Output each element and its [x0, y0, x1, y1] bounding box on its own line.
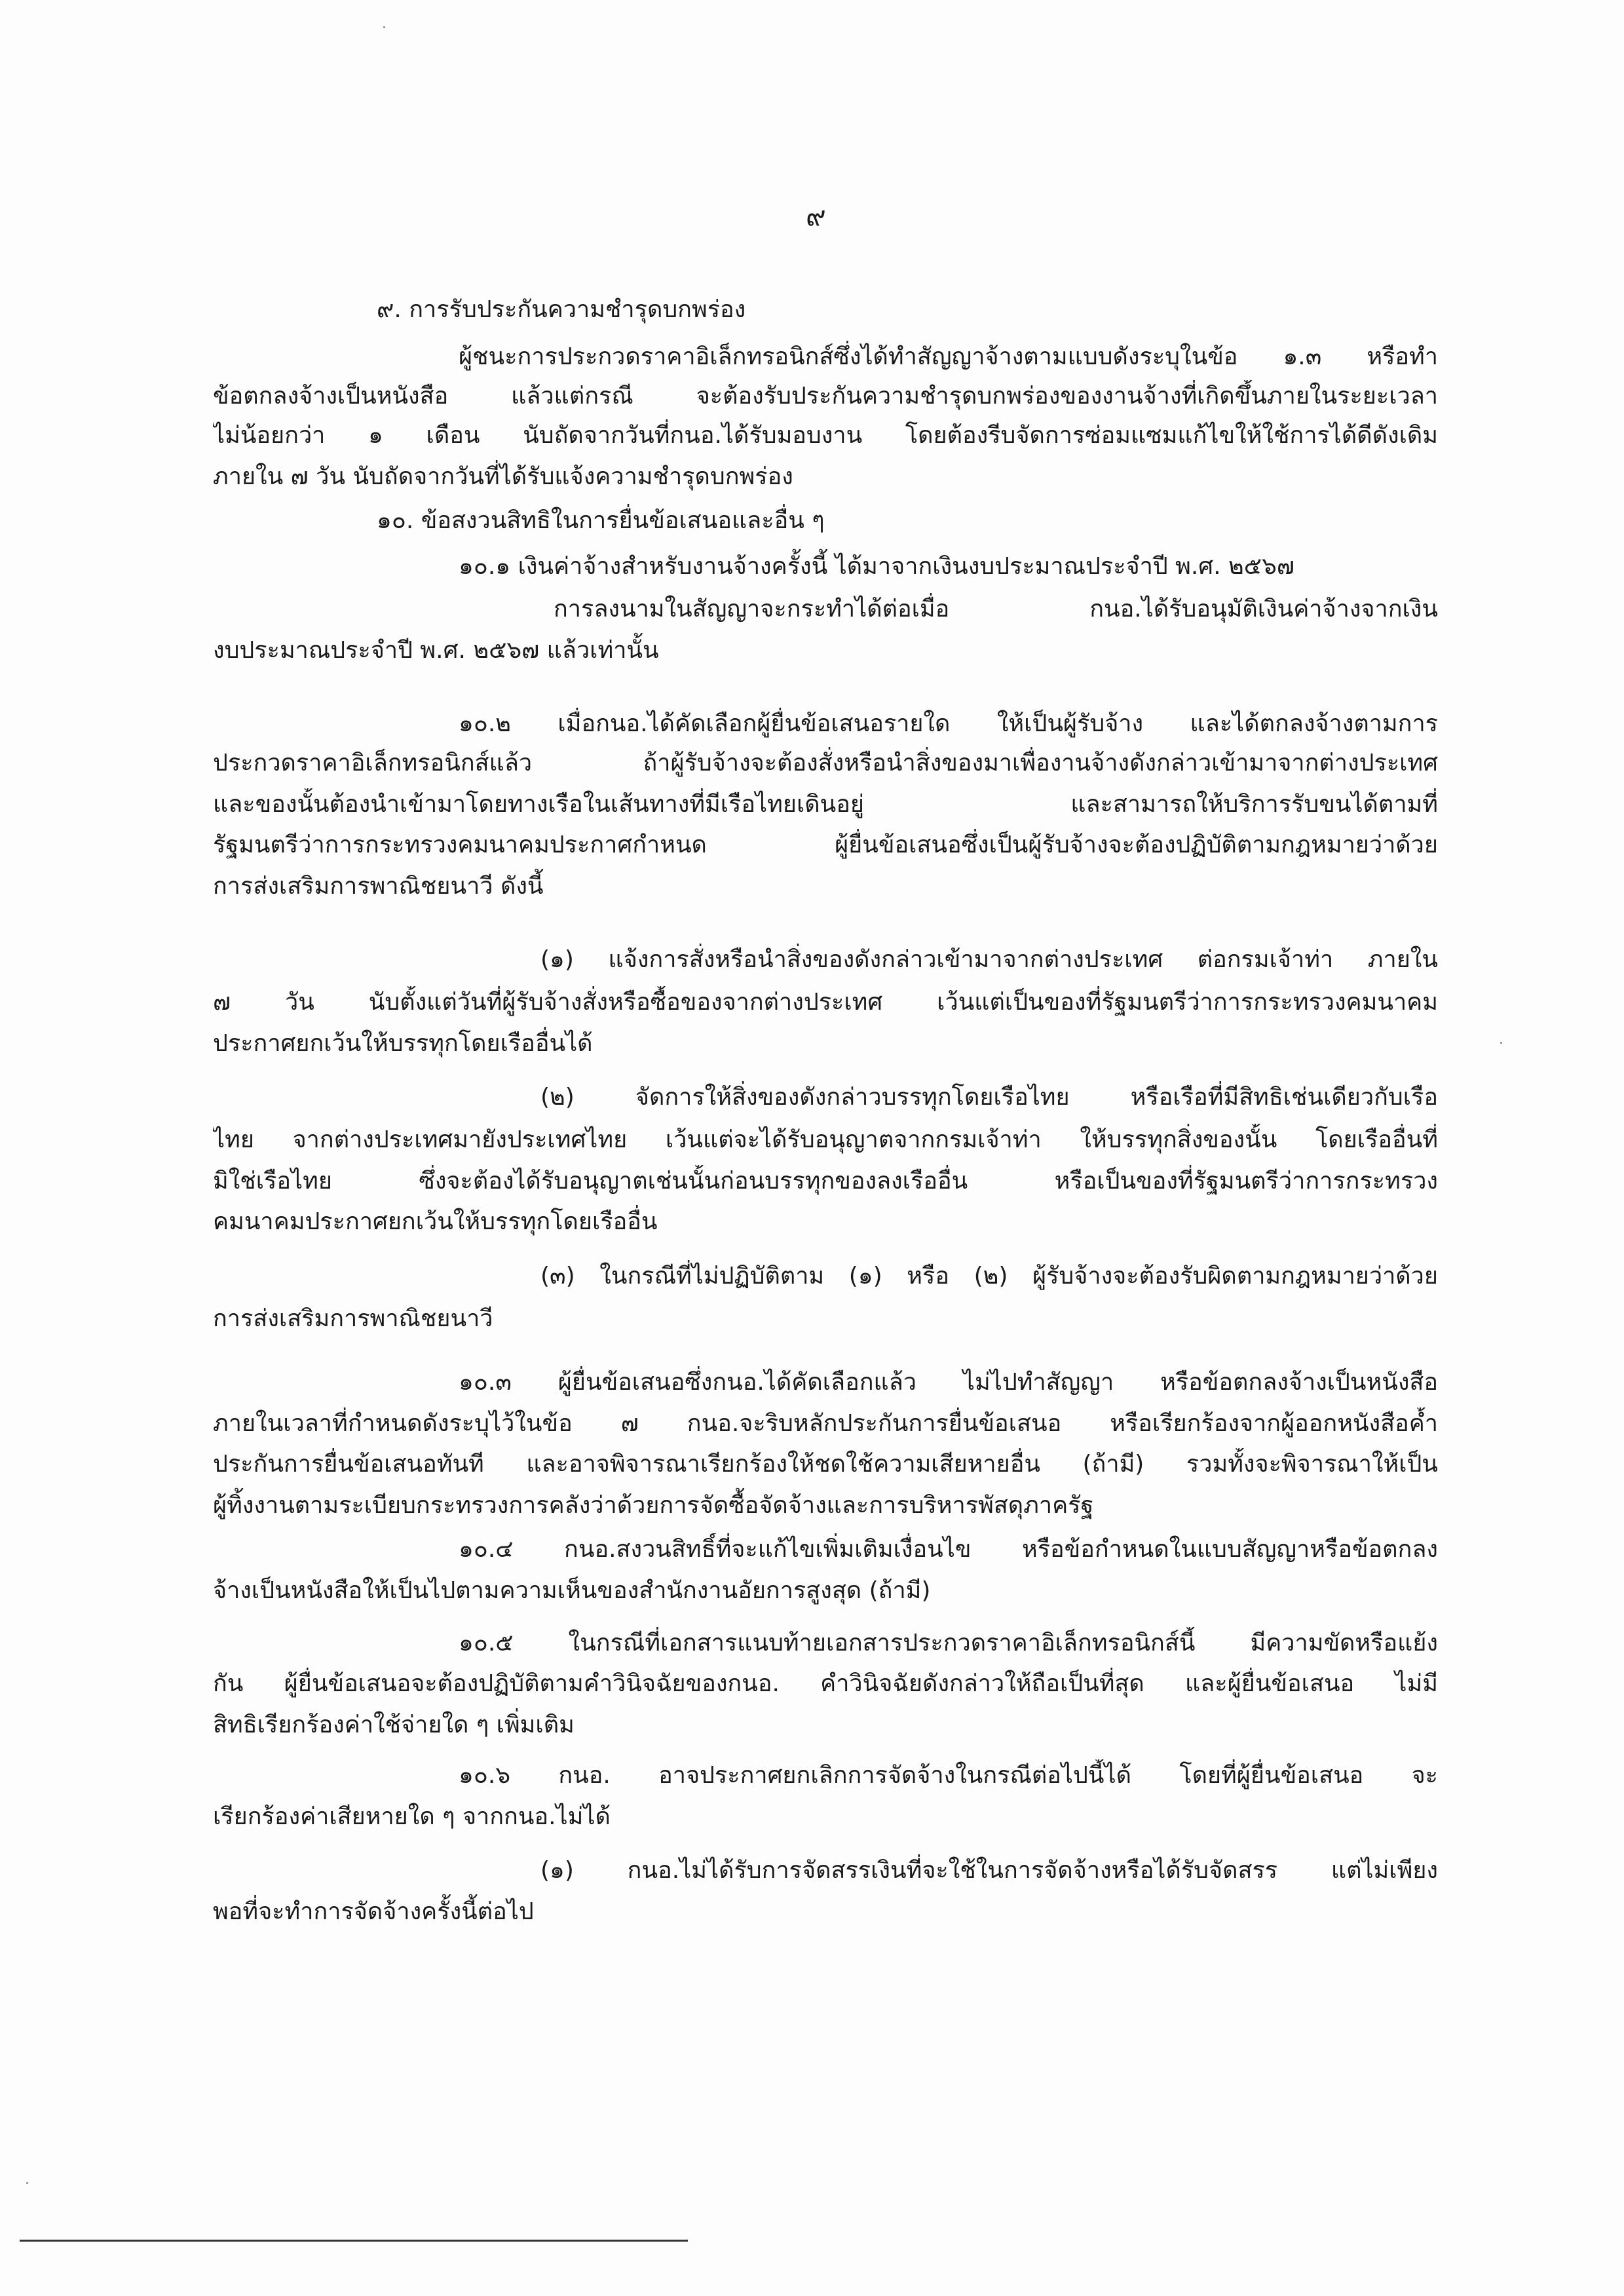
paragraph-line: รัฐมนตรีว่าการกระทรวงคมนาคมประกาศกำหนด ผู้ยื่นข้อเสนอซึ่งเป็นผู้รับจ้างจะต้องปฏิบัติตามกฎหมายว่าด้วย	[213, 832, 1438, 858]
paragraph-line: พอที่จะทำการจัดจ้างครั้งนี้ต่อไป	[213, 1898, 534, 1925]
paragraph-line: การส่งเสริมการพาณิชยนาวี	[213, 1305, 493, 1332]
paragraph-line: มิใช่เรือไทย ซึ่งจะต้องได้รับอนุญาตเช่นนั้นก่อนบรรทุกของลงเรืออื่น หรือเป็นของที่รัฐมนตรีว่าการกระทรวง	[213, 1168, 1438, 1195]
footer-rule	[20, 2240, 688, 2242]
paragraph-line: ไม่น้อยกว่า ๑ เดือน นับถัดจากวันที่กนอ.ได้รับมอบงาน โดยต้องรีบจัดการซ่อมแซมแก้ไขให้ใช้การได้ดีดังเดิม	[213, 422, 1438, 449]
paragraph-line: งบประมาณประจำปี พ.ศ. ๒๕๖๗ แล้วเท่านั้น	[213, 637, 659, 664]
paragraph-line: ผู้ทิ้งงานตามระเบียบกระทรวงการคลังว่าด้วยการจัดซื้อจัดจ้างและการบริหารพัสดุภาครัฐ	[213, 1492, 1094, 1519]
clause-10-5: ๑๐.๕ ในกรณีที่เอกสารแนบท้ายเอกสารประกวดราคาอิเล็กทรอนิกส์นี้ มีความขัดหรือแย้ง	[459, 1630, 1438, 1656]
scan-speck	[383, 26, 385, 28]
paragraph-line: ภายในเวลาที่กำหนดดังระบุไว้ในข้อ ๗ กนอ.จะริบหลักประกันการยื่นข้อเสนอ หรือเรียกร้องจากผู้ออกหนังสือค้ำ	[213, 1410, 1438, 1437]
paragraph-line: และของนั้นต้องนำเข้ามาโดยทางเรือในเส้นทางที่มีเรือไทยเดินอยู่ และสามารถให้บริการรับขนได้ตามที่	[213, 791, 1438, 818]
clause-10-2-2: (๒) จัดการให้สิ่งของดังกล่าวบรรทุกโดยเรือไทย หรือเรือที่มีสิทธิเช่นเดียวกับเรือ	[540, 1084, 1438, 1111]
page-number: ๙	[806, 200, 826, 232]
paragraph-line: การลงนามในสัญญาจะกระทำได้ต่อเมื่อ กนอ.ได้รับอนุมัติเงินค่าจ้างจากเงิน	[554, 596, 1438, 622]
paragraph-line: ประกาศยกเว้นให้บรรทุกโดยเรืออื่นได้	[213, 1030, 593, 1057]
paragraph-line: ข้อตกลงจ้างเป็นหนังสือ แล้วแต่กรณี จะต้องรับประกันความชำรุดบกพร่องของงานจ้างที่เกิดขึ้นภายในระยะเวลา	[213, 383, 1438, 410]
paragraph-line: สิทธิเรียกร้องค่าใช้จ่ายใด ๆ เพิ่มเติม	[213, 1712, 575, 1738]
clause-10-2: ๑๐.๒ เมื่อกนอ.ได้คัดเลือกผู้ยื่นข้อเสนอรายใด ให้เป็นผู้รับจ้าง และได้ตกลงจ้างตามการ	[459, 710, 1438, 737]
paragraph-line: ไทย จากต่างประเทศมายังประเทศไทย เว้นแต่จะได้รับอนุญาตจากกรมเจ้าท่า ให้บรรทุกสิ่งของนั้น โดยเรืออื่นที่	[213, 1126, 1438, 1153]
paragraph-line: ประกันการยื่นข้อเสนอทันที และอาจพิจารณาเรียกร้องให้ชดใช้ความเสียหายอื่น (ถ้ามี) รวมทั้งจะพิจารณาให้เป็น	[213, 1451, 1438, 1478]
paragraph-line: จ้างเป็นหนังสือให้เป็นไปตามความเห็นของสำนักงานอัยการสูงสุด (ถ้ามี)	[213, 1577, 931, 1604]
clause-10-4: ๑๐.๔ กนอ.สงวนสิทธิ์ที่จะแก้ไขเพิ่มเติมเงื่อนไข หรือข้อกำหนดในแบบสัญญาหรือข้อตกลง	[459, 1536, 1438, 1563]
paragraph-line: คมนาคมประกาศยกเว้นให้บรรทุกโดยเรืออื่น	[213, 1208, 658, 1235]
paragraph-line: ๗ วัน นับตั้งแต่วันที่ผู้รับจ้างสั่งหรือซื้อของจากต่างประเทศ เว้นแต่เป็นของที่รัฐมนตรีว่าการกระทรวงคมนาคม	[213, 989, 1438, 1016]
clause-10-2-3: (๓) ในกรณีที่ไม่ปฏิบัติตาม (๑) หรือ (๒) ผู้รับจ้างจะต้องรับผิดตามกฎหมายว่าด้วย	[540, 1263, 1438, 1290]
clause-10-6-1: (๑) กนอ.ไม่ได้รับการจัดสรรเงินที่จะใช้ในการจัดจ้างหรือได้รับจัดสรร แต่ไม่เพียง	[540, 1857, 1438, 1884]
scan-speck	[1500, 1042, 1502, 1044]
clause-10-1: ๑๐.๑ เงินค่าจ้างสำหรับงานจ้างครั้งนี้ ได้มาจากเงินงบประมาณประจำปี พ.ศ. ๒๕๖๗	[459, 553, 1294, 580]
paragraph-line: ประกวดราคาอิเล็กทรอนิกส์แล้ว ถ้าผู้รับจ้างจะต้องสั่งหรือนำสิ่งของมาเพื่องานจ้างดังกล่าวเข้ามาจากต่างประเทศ	[213, 750, 1438, 776]
clause-10-2-1: (๑) แจ้งการสั่งหรือนำสิ่งของดังกล่าวเข้ามาจากต่างประเทศ ต่อกรมเจ้าท่า ภายใน	[540, 946, 1438, 973]
paragraph-line: กัน ผู้ยื่นข้อเสนอจะต้องปฏิบัติตามคำวินิจฉัยของกนอ. คำวินิจฉัยดังกล่าวให้ถือเป็นที่สุด และผู้ยื่นข้อเสนอ ไม่มี	[213, 1670, 1438, 1697]
paragraph-line: ผู้ชนะการประกวดราคาอิเล็กทรอนิกส์ซึ่งได้ทำสัญญาจ้างตามแบบดังระบุในข้อ ๑.๓ หรือทำ	[459, 343, 1438, 370]
paragraph-line: เรียกร้องค่าเสียหายใด ๆ จากกนอ.ไม่ได้	[213, 1803, 611, 1830]
section-10-heading: ๑๐. ข้อสงวนสิทธิในการยื่นข้อเสนอและอื่น ๆ	[377, 507, 825, 534]
clause-10-3: ๑๐.๓ ผู้ยื่นข้อเสนอซึ่งกนอ.ได้คัดเลือกแล้ว ไม่ไปทำสัญญา หรือข้อตกลงจ้างเป็นหนังสือ	[459, 1369, 1438, 1396]
paragraph-line: การส่งเสริมการพาณิชยนาวี ดังนี้	[213, 873, 544, 900]
section-9-heading: ๙. การรับประกันความชำรุดบกพร่อง	[377, 296, 746, 323]
clause-10-6: ๑๐.๖ กนอ. อาจประกาศยกเลิกการจัดจ้างในกรณีต่อไปนี้ได้ โดยที่ผู้ยื่นข้อเสนอ จะ	[459, 1762, 1438, 1789]
scan-speck	[26, 2182, 28, 2184]
paragraph-line: ภายใน ๗ วัน นับถัดจากวันที่ได้รับแจ้งความชำรุดบกพร่อง	[213, 463, 793, 490]
